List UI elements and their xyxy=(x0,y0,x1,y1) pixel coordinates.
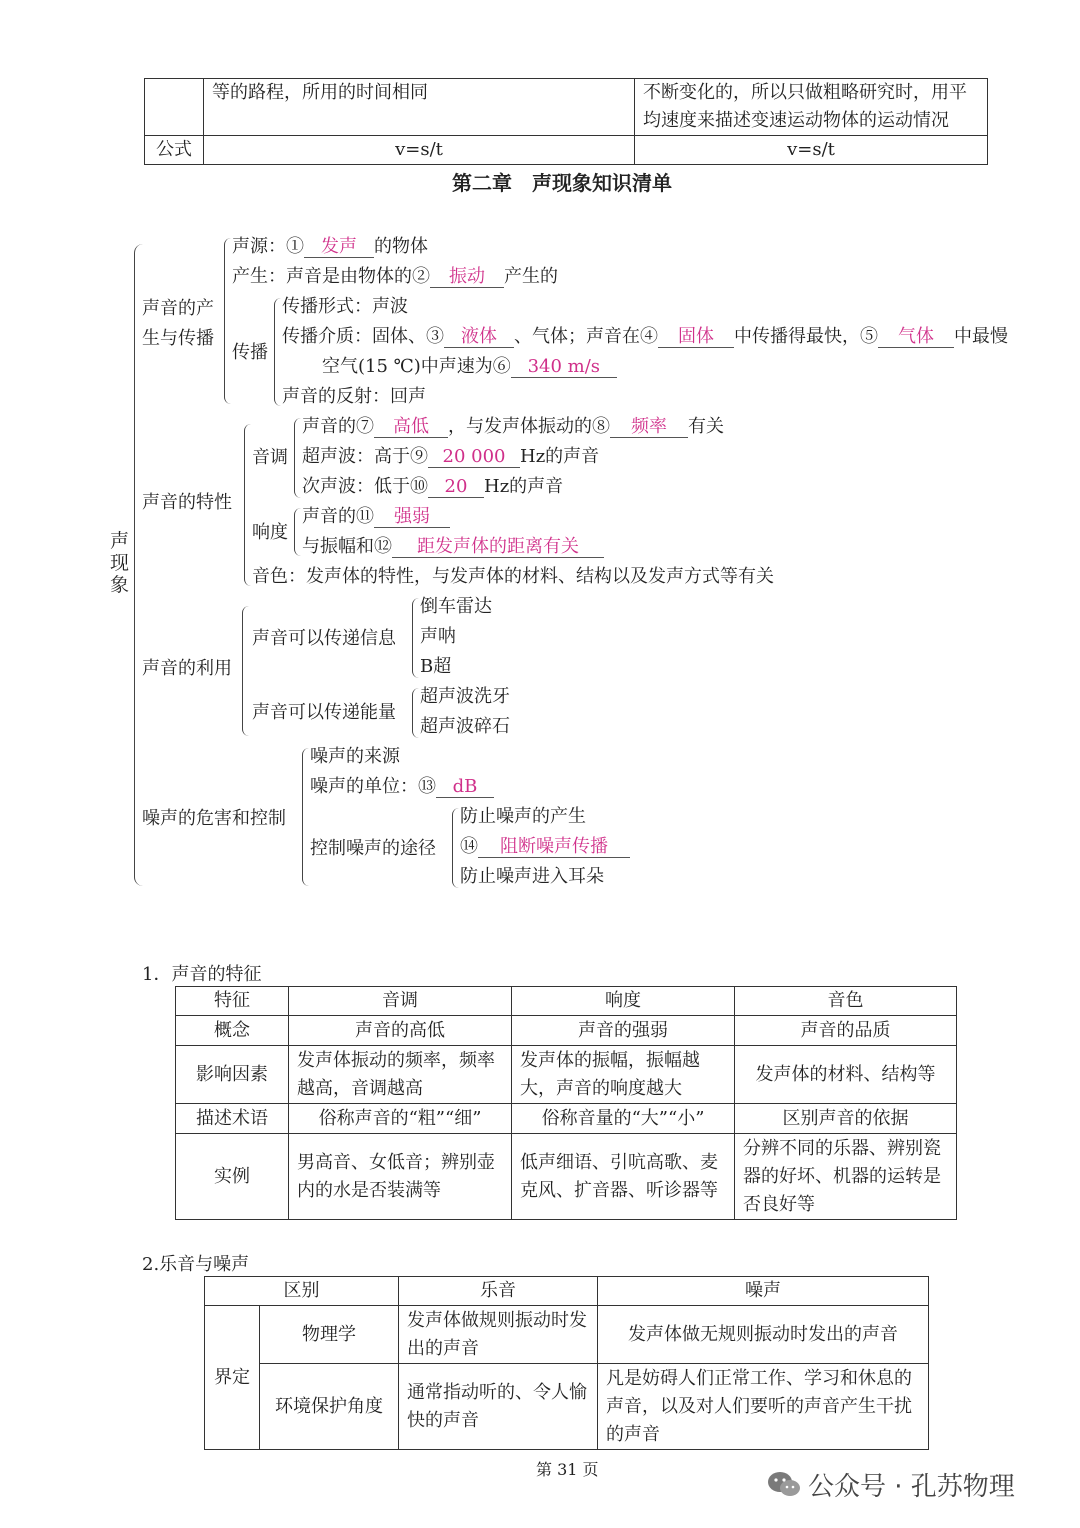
table-cell: 声音的高低 xyxy=(289,1016,512,1046)
music-noise-table xyxy=(204,1276,929,1450)
table-cell: 凡是妨碍人们正常工作、学习和休息的声音，以及对人们要听的声音产生干扰的声音 xyxy=(598,1364,929,1450)
table-cell: v=s/t xyxy=(204,136,635,165)
timbre-line: 音色：发声体的特性，与发声体的材料、结构以及发声方式等有关 xyxy=(252,566,774,587)
control-brace xyxy=(452,808,459,888)
medium-line: 传播介质：固体、③ 液体 、气体；声音在④ 固体 中传播得最快，⑤ 气体 中最慢 xyxy=(282,326,1008,347)
loudness-line1: 声音的⑪ 强弱 xyxy=(302,502,450,528)
g2-brace xyxy=(244,424,251,586)
table-cell: 发声体做无规则振动时发出的声音 xyxy=(598,1306,929,1364)
g1-brace xyxy=(224,238,231,404)
section2-title: 2.乐音与噪声 xyxy=(142,1254,250,1275)
noise-source-line: 噪声的来源 xyxy=(310,746,400,767)
table-header: 响度 xyxy=(512,987,735,1016)
source-line: 声源：① 发声 的物体 xyxy=(232,236,428,257)
info-item: 声呐 xyxy=(420,626,456,647)
table-cell: 发声体做规则振动时发出的声音 xyxy=(399,1306,598,1364)
table-header: 音色 xyxy=(735,987,957,1016)
group-label-noise: 噪声的危害和控制 xyxy=(142,808,286,829)
energy-brace xyxy=(412,688,419,738)
group-label-uses: 声音的利用 xyxy=(142,658,232,679)
table-header: 特征 xyxy=(176,987,289,1016)
table-cell: 描述术语 xyxy=(176,1104,289,1134)
table-cell: 俗称音量的“大”“小” xyxy=(512,1104,735,1134)
control-item: 防止噪声的产生 xyxy=(460,806,586,827)
pitch-brace xyxy=(294,418,301,498)
table-cell: 俗称声音的“粗”“细” xyxy=(289,1104,512,1134)
table-cell: 低声细语、引吭高歌、麦克风、扩音器、听诊器等 xyxy=(512,1134,735,1220)
speed-line: 空气(15 ℃)中声速为⑥ 340 m/s xyxy=(322,352,617,378)
chapter-title: 第二章 声现象知识清单 xyxy=(452,171,672,195)
info-item: 倒车雷达 xyxy=(420,596,492,617)
loud-brace xyxy=(294,508,301,556)
table-header: 噪声 xyxy=(598,1277,929,1306)
infrasound-line: 次声波：低于⑩ 20 Hz的声音 xyxy=(302,476,564,497)
pitch-line: 声音的⑦ 高低 ，与发声体振动的⑧ 频率 有关 xyxy=(302,416,724,437)
produce-line: 产生：声音是由物体的② 振动 产生的 xyxy=(232,266,558,287)
group-label-properties: 声音的特性 xyxy=(142,492,232,513)
energy-item: 超声波洗牙 xyxy=(420,686,510,707)
g3-brace xyxy=(242,606,249,736)
table-cell: 分辨不同的乐器、辨别瓷器的好坏、机器的运转是否良好等 xyxy=(735,1134,957,1220)
energy-label: 声音可以传递能量 xyxy=(252,702,396,723)
watermark: 公众号 · 孔苏物理 xyxy=(808,1472,1015,1502)
mindmap-root: 声现象 xyxy=(110,530,130,596)
group-label-cell: 界定 xyxy=(205,1306,260,1450)
energy-item: 超声波碎石 xyxy=(420,716,510,737)
control-item: ⑭ 阻断噪声传播 xyxy=(460,832,630,858)
table-cell: 实例 xyxy=(176,1134,289,1220)
noise-unit-line: 噪声的单位：⑬ dB xyxy=(310,772,494,798)
info-brace xyxy=(412,598,419,678)
control-item: 防止噪声进入耳朵 xyxy=(460,866,604,887)
table-header: 区别 xyxy=(205,1277,399,1306)
table-cell: 声音的品质 xyxy=(735,1016,957,1046)
table-cell: 通常指动听的、令人愉快的声音 xyxy=(399,1364,598,1450)
info-label: 声音可以传递信息 xyxy=(252,628,396,649)
loudness-label: 响度 xyxy=(252,522,288,543)
table-cell: 概念 xyxy=(176,1016,289,1046)
table-cell: 物理学 xyxy=(260,1306,399,1364)
table-cell: 等的路程，所用的时间相同 xyxy=(204,79,635,136)
ultrasound-line: 超声波：高于⑨ 20 000 Hz的声音 xyxy=(302,446,600,467)
table-cell: 影响因素 xyxy=(176,1046,289,1104)
loudness-line2: 与振幅和⑫ 距发声体的距离有关 xyxy=(302,532,604,558)
characteristics-table xyxy=(175,986,957,1220)
table-cell: 发声体的振幅，振幅越大，声音的响度越大 xyxy=(512,1046,735,1104)
control-label: 控制噪声的途径 xyxy=(310,838,436,859)
table-cell: 声音的强弱 xyxy=(512,1016,735,1046)
reflect-line: 声音的反射：回声 xyxy=(282,386,426,407)
pitch-label: 音调 xyxy=(252,447,288,468)
table-cell: 区别声音的依据 xyxy=(735,1104,957,1134)
speed-table xyxy=(144,78,988,165)
table-cell: 不断变化的，所以只做粗略研究时，用平均速度来描述变速运动物体的运动情况 xyxy=(635,79,988,136)
table-header: 乐音 xyxy=(399,1277,598,1306)
info-item: B超 xyxy=(420,656,452,677)
table-cell: v=s/t xyxy=(635,136,988,165)
prop-brace xyxy=(274,298,281,406)
group-label-production: 声音的产生与传播 xyxy=(142,298,214,349)
g4-brace xyxy=(302,748,309,886)
table-cell: 环境保护角度 xyxy=(260,1364,399,1450)
table-cell xyxy=(145,79,204,136)
table-header: 音调 xyxy=(289,987,512,1016)
table-cell: 发声体振动的频率，频率越高，音调越高 xyxy=(289,1046,512,1104)
table-cell: 男高音、女低音；辨别壶内的水是否装满等 xyxy=(289,1134,512,1220)
table-cell: 公式 xyxy=(145,136,204,165)
form-line: 传播形式：声波 xyxy=(282,296,408,317)
page-number: 第 31 页 xyxy=(536,1460,599,1479)
table-cell: 发声体的材料、结构等 xyxy=(735,1046,957,1104)
wechat-icon xyxy=(766,1470,802,1505)
propagation-label: 传播 xyxy=(232,342,268,363)
section1-title: 1．声音的特征 xyxy=(142,964,262,985)
